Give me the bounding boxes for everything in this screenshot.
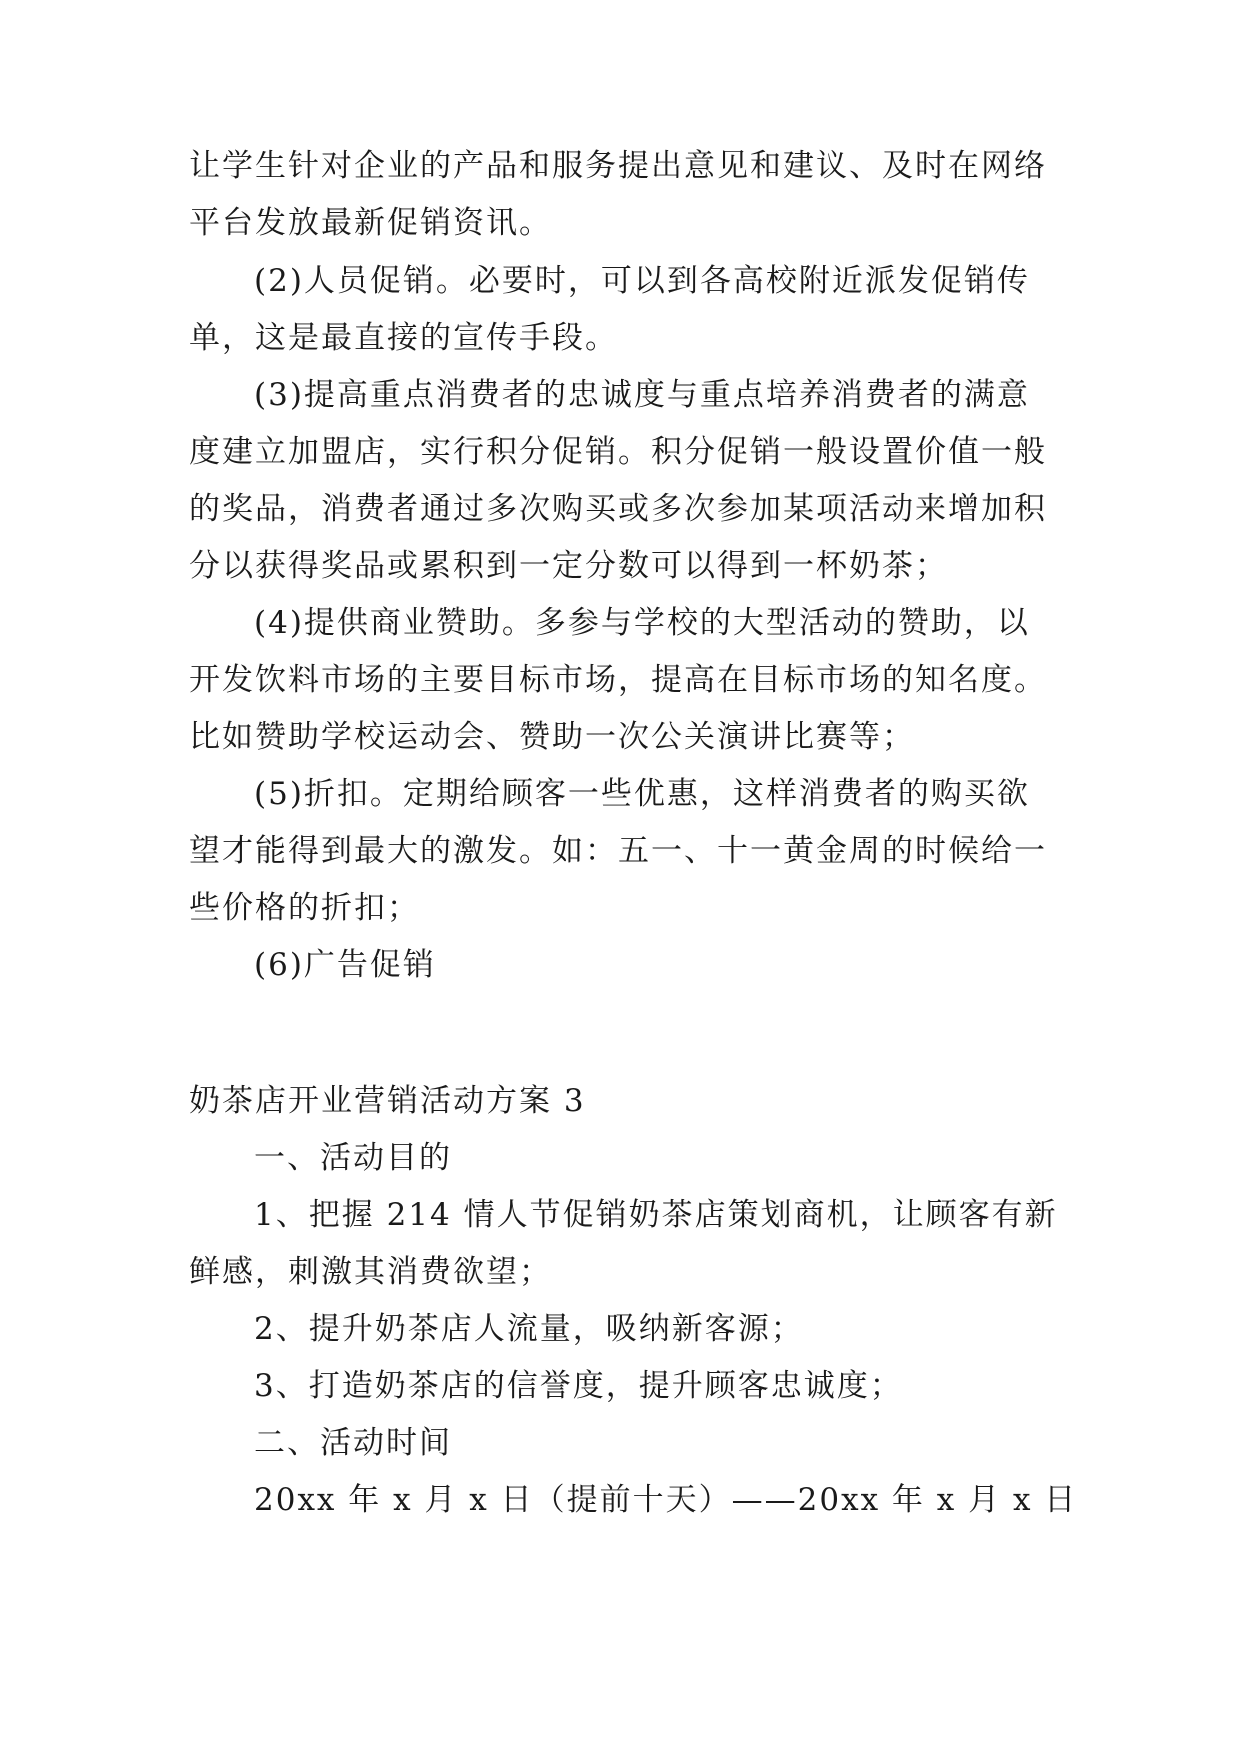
list-item-1: 1、把握 214 情人节促销奶茶店策划商机，让顾客有新	[254, 1197, 1058, 1233]
body-text-line: 鲜感，刺激其消费欲望；	[189, 1254, 552, 1290]
body-text-line: 比如赞助学校运动会、赞助一次公关演讲比赛等；	[189, 719, 915, 755]
section-title: 奶茶店开业营销活动方案 3	[189, 1083, 586, 1119]
list-item-6: (6)广告促销	[254, 947, 436, 983]
list-item-5: (5)折扣。定期给顾客一些优惠，这样消费者的购买欲	[254, 776, 1030, 812]
body-text-line: 让学生针对企业的产品和服务提出意见和建议、及时在网络	[189, 148, 1047, 184]
body-text-line: 些价格的折扣；	[189, 890, 420, 926]
list-item-2b: 2、提升奶茶店人流量，吸纳新客源；	[254, 1311, 804, 1347]
body-text-line: 开发饮料市场的主要目标市场，提高在目标市场的知名度。	[189, 662, 1047, 698]
activity-date-range: 20xx 年 x 月 x 日（提前十天）——20xx 年 x 月 x 日	[254, 1482, 1078, 1518]
heading-activity-purpose: 一、活动目的	[254, 1140, 452, 1176]
list-item-3: (3)提高重点消费者的忠诚度与重点培养消费者的满意	[254, 377, 1030, 413]
body-text-line: 分以获得奖品或累积到一定分数可以得到一杯奶茶；	[189, 548, 948, 584]
list-item-2: (2)人员促销。必要时，可以到各高校附近派发促销传	[254, 263, 1030, 299]
body-text-line: 的奖品，消费者通过多次购买或多次参加某项活动来增加积	[189, 491, 1047, 527]
heading-activity-time: 二、活动时间	[254, 1425, 452, 1461]
list-item-4: (4)提供商业赞助。多参与学校的大型活动的赞助，以	[254, 605, 1030, 641]
body-text-line: 平台发放最新促销资讯。	[189, 205, 552, 241]
body-text-line: 度建立加盟店，实行积分促销。积分促销一般设置价值一般	[189, 434, 1047, 470]
list-item-3b: 3、打造奶茶店的信誉度，提升顾客忠诚度；	[254, 1368, 903, 1404]
body-text-line: 单，这是最直接的宣传手段。	[189, 320, 618, 356]
body-text-line: 望才能得到最大的激发。如：五一、十一黄金周的时候给一	[189, 833, 1047, 869]
